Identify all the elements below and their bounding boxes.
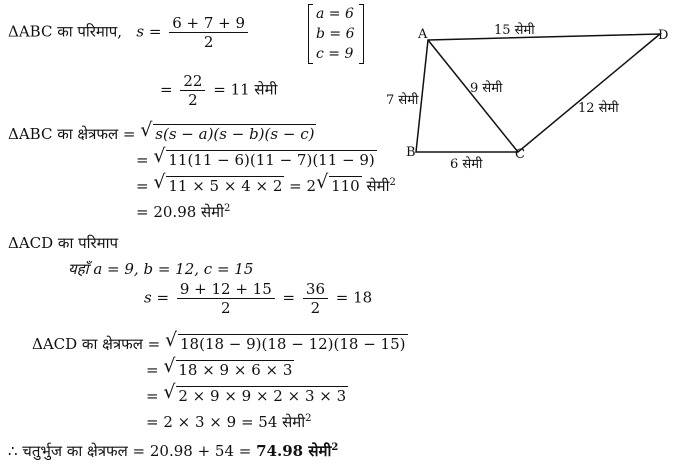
acd-area-step2 xyxy=(146,355,294,379)
abc-area-step2-sup: 2 xyxy=(389,177,396,188)
equals-sign: = xyxy=(282,288,296,307)
abc-s-lhs: s = xyxy=(136,22,162,41)
acd-perimeter-result: = 18 xyxy=(335,288,373,307)
abc-area-result: = 20.98 सेमी xyxy=(136,203,225,221)
acd-perimeter-denominator: 2 xyxy=(221,299,231,317)
acd-perimeter-fraction-2 xyxy=(303,280,328,317)
acd-area-step3-root xyxy=(163,381,348,405)
abc-perimeter-numerator-2: 22 xyxy=(180,72,205,91)
side-bc-label: 6 सेमी xyxy=(450,157,483,170)
acd-side-values: यहाँ a = 9, b = 12, c = 15 xyxy=(68,260,254,278)
acd-s-lhs: s = xyxy=(144,288,170,307)
final-result-value: 74.98 सेमी xyxy=(256,442,332,460)
abc-area-step1-root xyxy=(153,145,376,169)
vertex-b-label: B xyxy=(406,145,416,160)
acd-perimeter-numerator-2: 36 xyxy=(303,280,328,299)
final-result-line xyxy=(8,442,338,460)
equals-sign: = xyxy=(136,177,149,195)
sqrt-icon: √ xyxy=(163,355,176,377)
sqrt-icon: √ xyxy=(140,119,153,141)
sqrt-icon: √ xyxy=(153,145,166,167)
abc-area-step2-root-110 xyxy=(316,171,362,195)
abc-perimeter-numerator: 6 + 7 + 9 xyxy=(169,14,248,33)
acd-area-step4 xyxy=(146,413,312,431)
abc-area-result-sup: 2 xyxy=(224,203,231,214)
sqrt-icon: √ xyxy=(316,171,329,193)
acd-perimeter-fraction xyxy=(177,280,275,317)
abc-area-step2 xyxy=(136,171,396,195)
abc-area-step2-expr: 11 × 5 × 4 × 2 xyxy=(168,177,283,195)
abc-perimeter-fraction-2 xyxy=(180,72,205,109)
abc-perimeter-result: = 11 सेमी xyxy=(213,80,278,99)
abc-area-formula: s(s − a)(s − b)(s − c) xyxy=(155,125,315,143)
equals-sign: = xyxy=(146,387,159,405)
abc-perimeter-denominator-2: 2 xyxy=(188,91,198,109)
abc-area-step2-root xyxy=(153,171,284,195)
vertex-d-label: D xyxy=(658,28,669,43)
acd-area-root xyxy=(165,329,408,353)
abc-perimeter-line xyxy=(8,14,251,51)
final-result-prefix: ∴ चतुर्भुज का क्षेत्रफल = 20.98 + 54 = xyxy=(8,442,252,460)
abc-area-line xyxy=(8,119,316,143)
quadrilateral-figure xyxy=(376,10,672,170)
abc-side-values xyxy=(308,4,364,64)
side-ab-label: 7 सेमी xyxy=(386,93,419,108)
equals-sign: = xyxy=(136,151,149,169)
abc-perimeter-fraction xyxy=(169,14,248,51)
acd-area-line xyxy=(32,329,408,353)
abc-area-step2-root-value: 110 xyxy=(331,177,360,195)
acd-area-label: ΔACD का क्षेत्रफल = xyxy=(32,335,161,353)
diagonal-ac xyxy=(428,40,518,152)
side-ad-label: 15 सेमी xyxy=(494,23,535,38)
acd-area-step3 xyxy=(146,381,348,405)
acd-perimeter-label: ΔACD का परिमाप xyxy=(8,234,119,252)
acd-area-step1-expr: 18(18 − 9)(18 − 12)(18 − 15) xyxy=(180,335,406,353)
acd-perimeter-denominator-2: 2 xyxy=(310,299,321,317)
sqrt-icon: √ xyxy=(153,171,166,193)
vertex-a-label: A xyxy=(418,27,428,42)
acd-area-result-sup: 2 xyxy=(305,413,312,424)
final-result-sup: 2 xyxy=(331,442,339,453)
acd-area-step2-expr: 18 × 9 × 6 × 3 xyxy=(178,361,293,379)
abc-area-root xyxy=(140,119,316,143)
abc-area-step2-unit: सेमी xyxy=(366,177,390,195)
acd-area-step2-root xyxy=(163,355,294,379)
abc-area-step3 xyxy=(136,203,230,221)
acd-perimeter-line xyxy=(144,280,372,317)
acd-area-step3-expr: 2 × 9 × 9 × 2 × 3 × 3 xyxy=(178,387,347,405)
abc-area-step1 xyxy=(136,145,377,169)
acd-area-result: = 2 × 3 × 9 = 54 सेमी xyxy=(146,413,306,431)
abc-area-step2-equals: = 2 xyxy=(289,177,317,195)
side-cd-label: 12 सेमी xyxy=(578,101,619,116)
abc-area-step1-expr: 11(11 − 6)(11 − 7)(11 − 9) xyxy=(168,151,375,169)
vertex-c-label: C xyxy=(515,147,525,162)
abc-perimeter-step2 xyxy=(160,72,277,109)
equals-sign: = xyxy=(160,80,173,99)
abc-perimeter-denominator: 2 xyxy=(203,33,214,51)
sqrt-icon: √ xyxy=(163,381,176,403)
abc-value-b: b = 6 xyxy=(316,26,355,42)
abc-value-a: a = 6 xyxy=(316,6,354,22)
side-ac-label: 9 सेमी xyxy=(470,81,503,96)
abc-perimeter-label: ΔABC का परिमाप, xyxy=(8,22,123,41)
acd-perimeter-numerator: 9 + 12 + 15 xyxy=(177,280,275,299)
abc-value-c: c = 9 xyxy=(316,46,354,62)
abc-area-label: ΔABC का क्षेत्रफल = xyxy=(8,125,136,143)
quadrilateral-abcd xyxy=(416,34,660,152)
sqrt-icon: √ xyxy=(165,329,178,351)
equals-sign: = xyxy=(146,361,159,379)
